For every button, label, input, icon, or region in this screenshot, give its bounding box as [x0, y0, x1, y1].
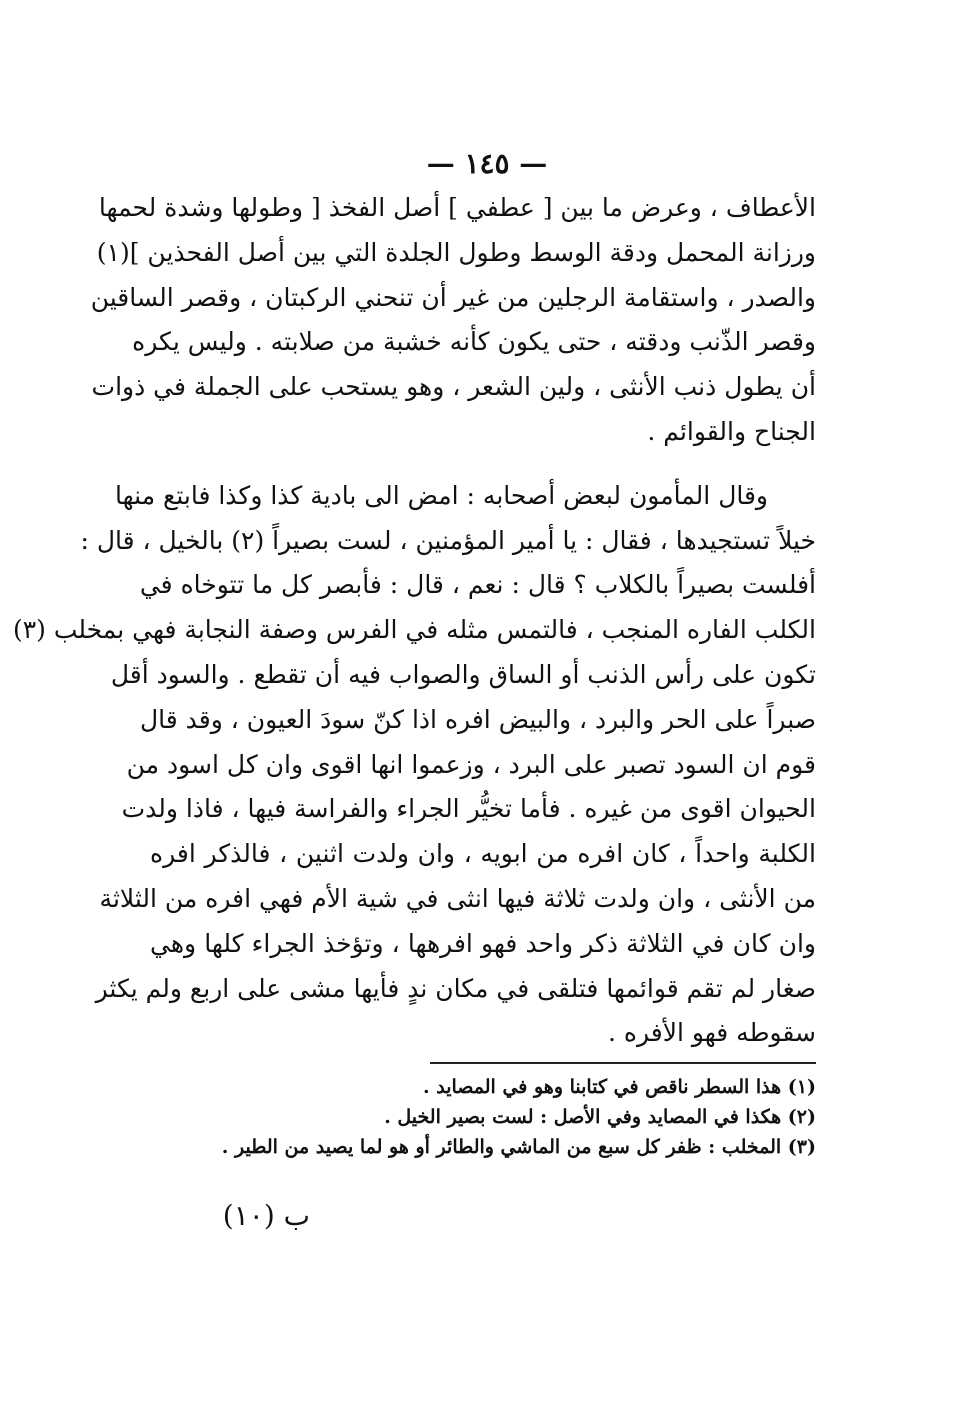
text-line: الحيوان اقوى من غيره . فأما تخيُّر الجراء والفراسة فيها ، فاذا ولدت	[121, 794, 816, 824]
text-line: من الأنثى ، وان ولدت ثلاثة فيها انثى في شية الأم فهي افره من الثلاثة	[99, 883, 816, 913]
signature-mark: ب (١٠)	[222, 1199, 310, 1232]
footnote-3: (٣) المخلب : ظفر كل سبع من الماشي والطائر أو هو لما يصيد من الطير .	[221, 1136, 816, 1158]
text-line: ورزانة المحمل ودقة الوسط وطول الجلدة التي بين أصل الفحذين ](١)	[96, 237, 816, 267]
text-line: صبراً على الحر والبرد ، والبيض افره اذا كنّ سودَ العيون ، وقد قال	[139, 704, 816, 734]
text-line: خيلاً تستجيدها ، فقال : يا أمير المؤمنين ، لست بصيراً (٢) بالخيل ، قال :	[80, 525, 816, 555]
text-line: وقصر الذّنب ودقته ، حتى يكون كأنه خشبة من صلابته . وليس يكره	[132, 327, 816, 357]
text-line: قوم ان السود تصبر على البرد ، وزعموا انها اقوى وان كل اسود من	[126, 749, 816, 779]
text-line: صغار لم تقم قوائمها فتلقى في مكان ندٍ فأيها مشى على اربع ولم يكثر	[95, 973, 816, 1003]
footnotes	[150, 1072, 816, 1162]
text-line: أن يطول ذنب الأنثى ، ولين الشعر ، وهو يستحب على الجملة في ذوات	[91, 372, 816, 402]
main-text	[12, 186, 816, 1056]
text-line: وقال المأمون لبعض أصحابه : امض الى بادية كذا وكذا فابتع منها	[115, 480, 768, 510]
page-number: — ١٤٥ —	[426, 147, 548, 180]
footnote-2: (٢) هكذا في المصايد وفي الأصل : لست بصير الخيل .	[384, 1106, 816, 1128]
text-line: الجناح والقوائم .	[647, 416, 816, 446]
paragraph-1	[90, 186, 816, 455]
text-line: الكلبة واحداً ، كان افره من ابويه ، وان ولدت اثنين ، فالذكر افره	[150, 839, 816, 869]
text-line: الأعطاف ، وعرض ما بين [ عطفي ] أصل الفخذ [ وطولها وشدة لحمها	[98, 193, 816, 222]
text-line: والصدر ، واستقامة الرجلين من غير أن تنحني الركبتان ، وقصر الساقين	[90, 282, 816, 312]
text-line: الكلب الفاره المنجب ، فالتمس مثله في الفرس وصفة النجابة فهي بمخلب (٣)	[12, 615, 816, 645]
paragraph-2	[12, 474, 816, 1056]
footnote-divider	[430, 1062, 816, 1064]
text-line: أفلست بصيراً بالكلاب ؟ قال : نعم ، قال : فأبصر كل ما تتوخاه في	[139, 570, 816, 600]
text-line: سقوطه فهو الأفره .	[607, 1018, 816, 1048]
text-line: تكون على رأس الذنب أو الساق والصواب فيه أن تقطع . والسود أقل	[110, 659, 816, 689]
text-line: وان كان في الثلاثة ذكر واحد فهو افرهها ، وتؤخذ الجراء كلها وهي	[150, 928, 816, 958]
footnote-1: (١) هذا السطر ناقص في كتابنا وهو في المصايد .	[423, 1076, 816, 1098]
